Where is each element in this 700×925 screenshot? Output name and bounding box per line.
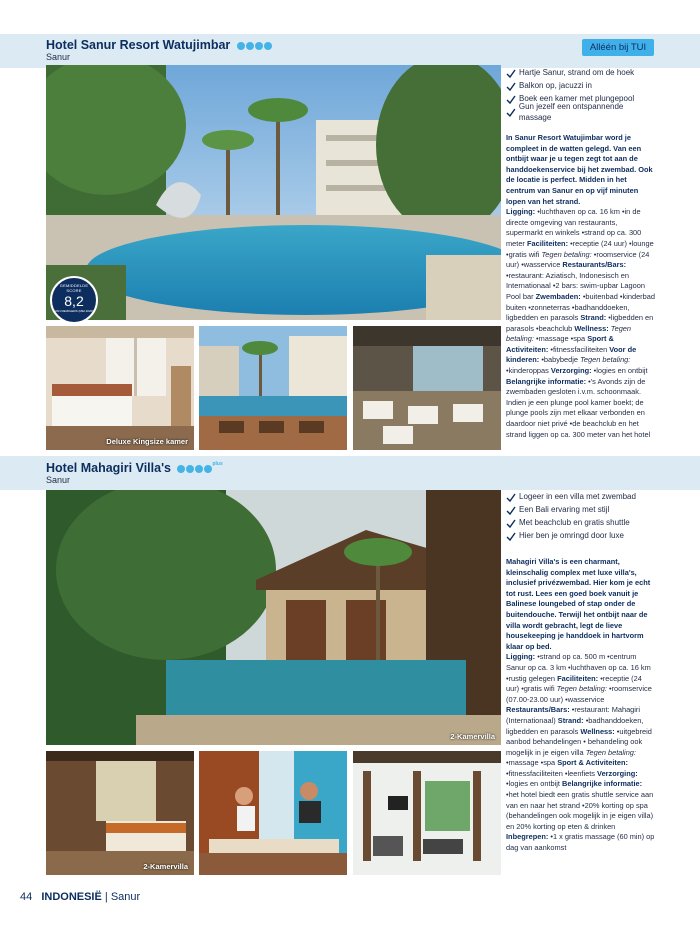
footer-separator: | xyxy=(104,891,108,903)
highlight-item: Boek een kamer met plungepool xyxy=(506,93,656,106)
hotel-1-restaurant-photo xyxy=(353,326,501,450)
highlight-item: Balkon op, jacuzzi in xyxy=(506,80,656,93)
hotel-2-name: Hotel Mahagiri Villa's xyxy=(46,461,171,475)
hotel-1-location: Sanur xyxy=(46,52,71,62)
hotel-1-description xyxy=(506,67,656,440)
star-rating-icon xyxy=(237,42,272,50)
check-icon xyxy=(506,532,516,542)
hotel-1-title xyxy=(46,38,272,52)
check-icon xyxy=(506,493,516,503)
star-rating-icon xyxy=(177,465,212,473)
check-icon xyxy=(506,69,516,79)
page-number: 44 xyxy=(20,891,33,903)
hotel-1-name: Hotel Sanur Resort Watujimbar xyxy=(46,38,231,52)
highlight-item: Hier ben je omringd door luxe xyxy=(506,530,656,543)
villa-caption: 2-Kamervilla xyxy=(450,732,495,741)
hotel-2-intro: Mahagiri Villa's is een charmant, kleinschalig complex met luxe villa's, inclusief privézwembad. Hier kom je echt tot rust. Lees een goed boek vanuit je Balinese loungebed of stap onder de buitendouche. Terwijl het ontbijt naar de villa wordt gebracht, legt de lieve housekeeping je handdoek in hartvorm klaar op bed. xyxy=(506,557,651,651)
hotel-1-intro: In Sanur Resort Watujimbar word je compleet in de watten gelegd. Van een ontbijt waar je u tegen zegt tot aan de handdoekenservice bij het zwembad. Ook de locatie is perfect. Midden in het centrum van Sanur en op vijf minuten lopen van het strand. xyxy=(506,133,653,206)
footer-country: INDONESIË xyxy=(41,891,102,903)
footer-region: Sanur xyxy=(110,891,141,903)
hotel-2-massage-photo xyxy=(199,751,347,875)
hotel-2-fitness-photo xyxy=(353,751,501,875)
hotel-2-location: Sanur xyxy=(46,475,71,485)
plus-label: plus xyxy=(212,461,223,467)
check-icon xyxy=(506,506,516,516)
highlight-item: Met beachclub en gratis shuttle xyxy=(506,517,656,530)
bedroom-caption: 2-Kamervilla xyxy=(143,862,188,871)
review-score: 8,2 xyxy=(64,293,84,309)
badge-sub-label: VAN REIZIGERS (MEI 2020) xyxy=(54,309,94,313)
hotel-2-title xyxy=(46,461,223,475)
highlight-item: Gun jezelf een ontspannende massage xyxy=(506,106,656,119)
hotel-2-bedroom-photo xyxy=(46,751,194,875)
check-icon xyxy=(506,108,516,118)
badge-label: GEMIDDELDE SCORE xyxy=(59,283,89,293)
highlight-item: Logeer in een villa met zwembad xyxy=(506,491,656,504)
room-caption: Deluxe Kingsize kamer xyxy=(106,437,188,446)
check-icon xyxy=(506,82,516,92)
hotel-2-description xyxy=(506,491,656,854)
hotel-2-main-photo xyxy=(46,490,501,745)
hotel-1-details: Ligging: •luchthaven op ca. 16 km •in de directe omgeving van restaurants, supermarkt en winkels •strand op ca. 300 meter Faciliteiten: •receptie (24 uur) •lounge •gratis wifi Tegen betaling: •roomservice (24 uur) •wasservice Restaurants/Bars: •restaurant: Aziatisch, Indonesisch en Internationaal •2 bars: swim-upbar Lagoon Pool bar Zwembaden: •buitenbad •kinderbad buiten •zonneterras •badhanddoeken, ligbedden en parasols Strand: •ligbedden en parasols •beachclub Wellness: Tegen betaling: •massage •spa Sport & Activiteiten: •fitnessfaciliteiten Voor de kinderen: •babybedje Tegen betaling: •kinderoppas Verzorging: •logies en ontbijt Belangrijke informatie: •'s Avonds zijn de zwembaden gesloten i.v.m. schoonmaak. Indien je een plunge pool kamer boekt; de plunge pools zijn met elkaar verbonden en daardoor niet privé •de beachclub en het strand liggen op ca. 300 meter van het hotel xyxy=(506,207,655,439)
highlight-item: Een Bali ervaring met stijl xyxy=(506,504,656,517)
hotel-1-terrace-photo xyxy=(199,326,347,450)
exclusive-tag: Alléén bij TUI xyxy=(582,39,654,56)
highlight-item: Hartje Sanur, strand om de hoek xyxy=(506,67,656,80)
hotel-2-details: Ligging: •strand op ca. 500 m •centrum Sanur op ca. 3 km •luchthaven op ca. 16 km •rustig gelegen Faciliteiten: •receptie (24 uur) •gratis wifi Tegen betaling: •roomservice (07.00-23.00 uur) •wasservice Restaurants/Bars: •restaurant: Mahagiri (Internationaal) Strand: •badhanddoeken, ligbedden en parasols Wellness: •uitgebreid aanbod behandelingen • behandeling ook mogelijk in je eigen villa Tegen betaling: •massage •spa Sport & Activiteiten: •fitnessfaciliteiten •leenfiets Verzorging: •logies en ontbijt Belangrijke informatie: •het hotel biedt een gratis shuttle service aan van en naar het strand •20% korting op spa (behandelingen ook mogelijk in je eigen villa) en 20% korting op eten & drinken Inbegrepen: •1 x gratis massage (60 min) op dag van aankomst xyxy=(506,652,655,853)
hotel-1-main-photo xyxy=(46,65,501,320)
hotel-1-room-photo xyxy=(46,326,194,450)
check-icon xyxy=(506,95,516,105)
review-score-badge xyxy=(50,276,98,324)
page-footer xyxy=(20,891,140,903)
check-icon xyxy=(506,519,516,529)
